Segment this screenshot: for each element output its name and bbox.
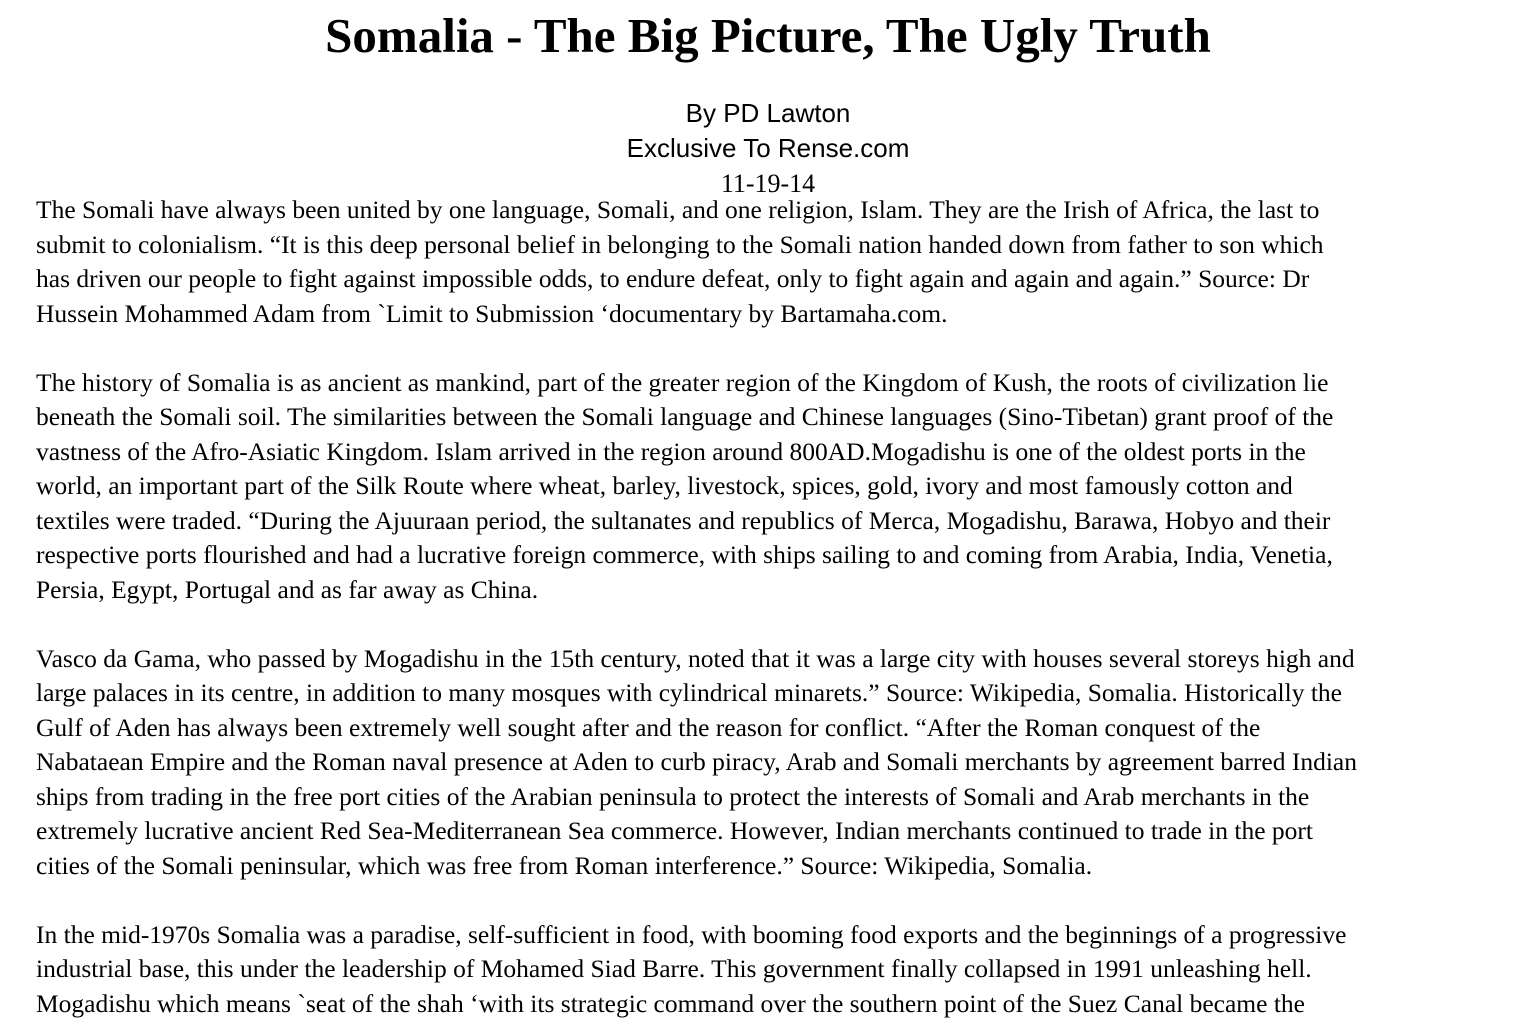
article-paragraph-1: The Somali have always been united by one language, Somali, and one religion, Islam. They are the Irish of Africa, the last to submit to colonialism. “It is this deep personal belief in belonging to the Somali nation handed down from father to son which has driven our people to fight against impossible odds, to endure defeat, only to fight again and again and again.” Source: Dr Hussein Mohammed Adam from `Limit to Submission ‘documentary by Bartamaha.com. (36, 195, 1324, 328)
article-body (36, 193, 1508, 1028)
article-author: By PD Lawton (685, 98, 851, 128)
article-paragraph-4: In the mid-1970s Somalia was a paradise, self-sufficient in food, with booming food exports and the beginnings of a progressive industrial base, this under the leadership of Mohamed Siad Barre. This government finally collapsed in 1991 unleashing hell. Mogadishu which means `seat of the shah ‘with its strategic command over the southern point of the Suez Canal became the (36, 919, 1347, 1018)
article-title: Somalia - The Big Picture, The Ugly Truth (325, 8, 1211, 63)
article-paragraph-3: Vasco da Gama, who passed by Mogadishu in the 15th century, noted that it was a large city with houses several storeys high and large palaces in its centre, in addition to many mosques with cylindrical minarets.” Source: Wikipedia, Somalia. Historically the Gulf of Aden has always been extremely well sought after and the reason for conflict. “After the Roman conquest of the Nabataean Empire and the Roman naval presence at Aden to curb piracy, Arab and Somali merchants by agreement barred Indian ships from trading in the free port cities of the Arabian peninsula to protect the interests of Somali and Arab merchants in the extremely lucrative ancient Red Sea-Mediterranean Sea commerce. However, Indian merchants continued to trade in the port cities of the Somali peninsular, which was free from Roman interference.” Source: Wikipedia, Somalia. (36, 643, 1357, 880)
article-outlet: Exclusive To Rense.com (626, 133, 910, 163)
article-date: 11-19-14 (720, 169, 816, 198)
article-paragraph-2: The history of Somalia is as ancient as mankind, part of the greater region of the Kingdom of Kush, the roots of civilization lie beneath the Somali soil. The similarities between the Somali language and Chinese languages (Sino-Tibetan) grant proof of the vastness of the Afro-Asiatic Kingdom. Islam arrived in the region around 800AD.Mogadishu is one of the oldest ports in the world, an important part of the Silk Route where wheat, barley, livestock, spices, gold, ivory and most famously cotton and textiles were traded. “During the Ajuuraan period, the sultanates and republics of Merca, Mogadishu, Barawa, Hobyo and their respective ports flourished and had a lucrative foreign commerce, with ships sailing to and coming from Arabia, India, Venetia, Persia, Egypt, Portugal and as far away as China. (36, 367, 1334, 604)
